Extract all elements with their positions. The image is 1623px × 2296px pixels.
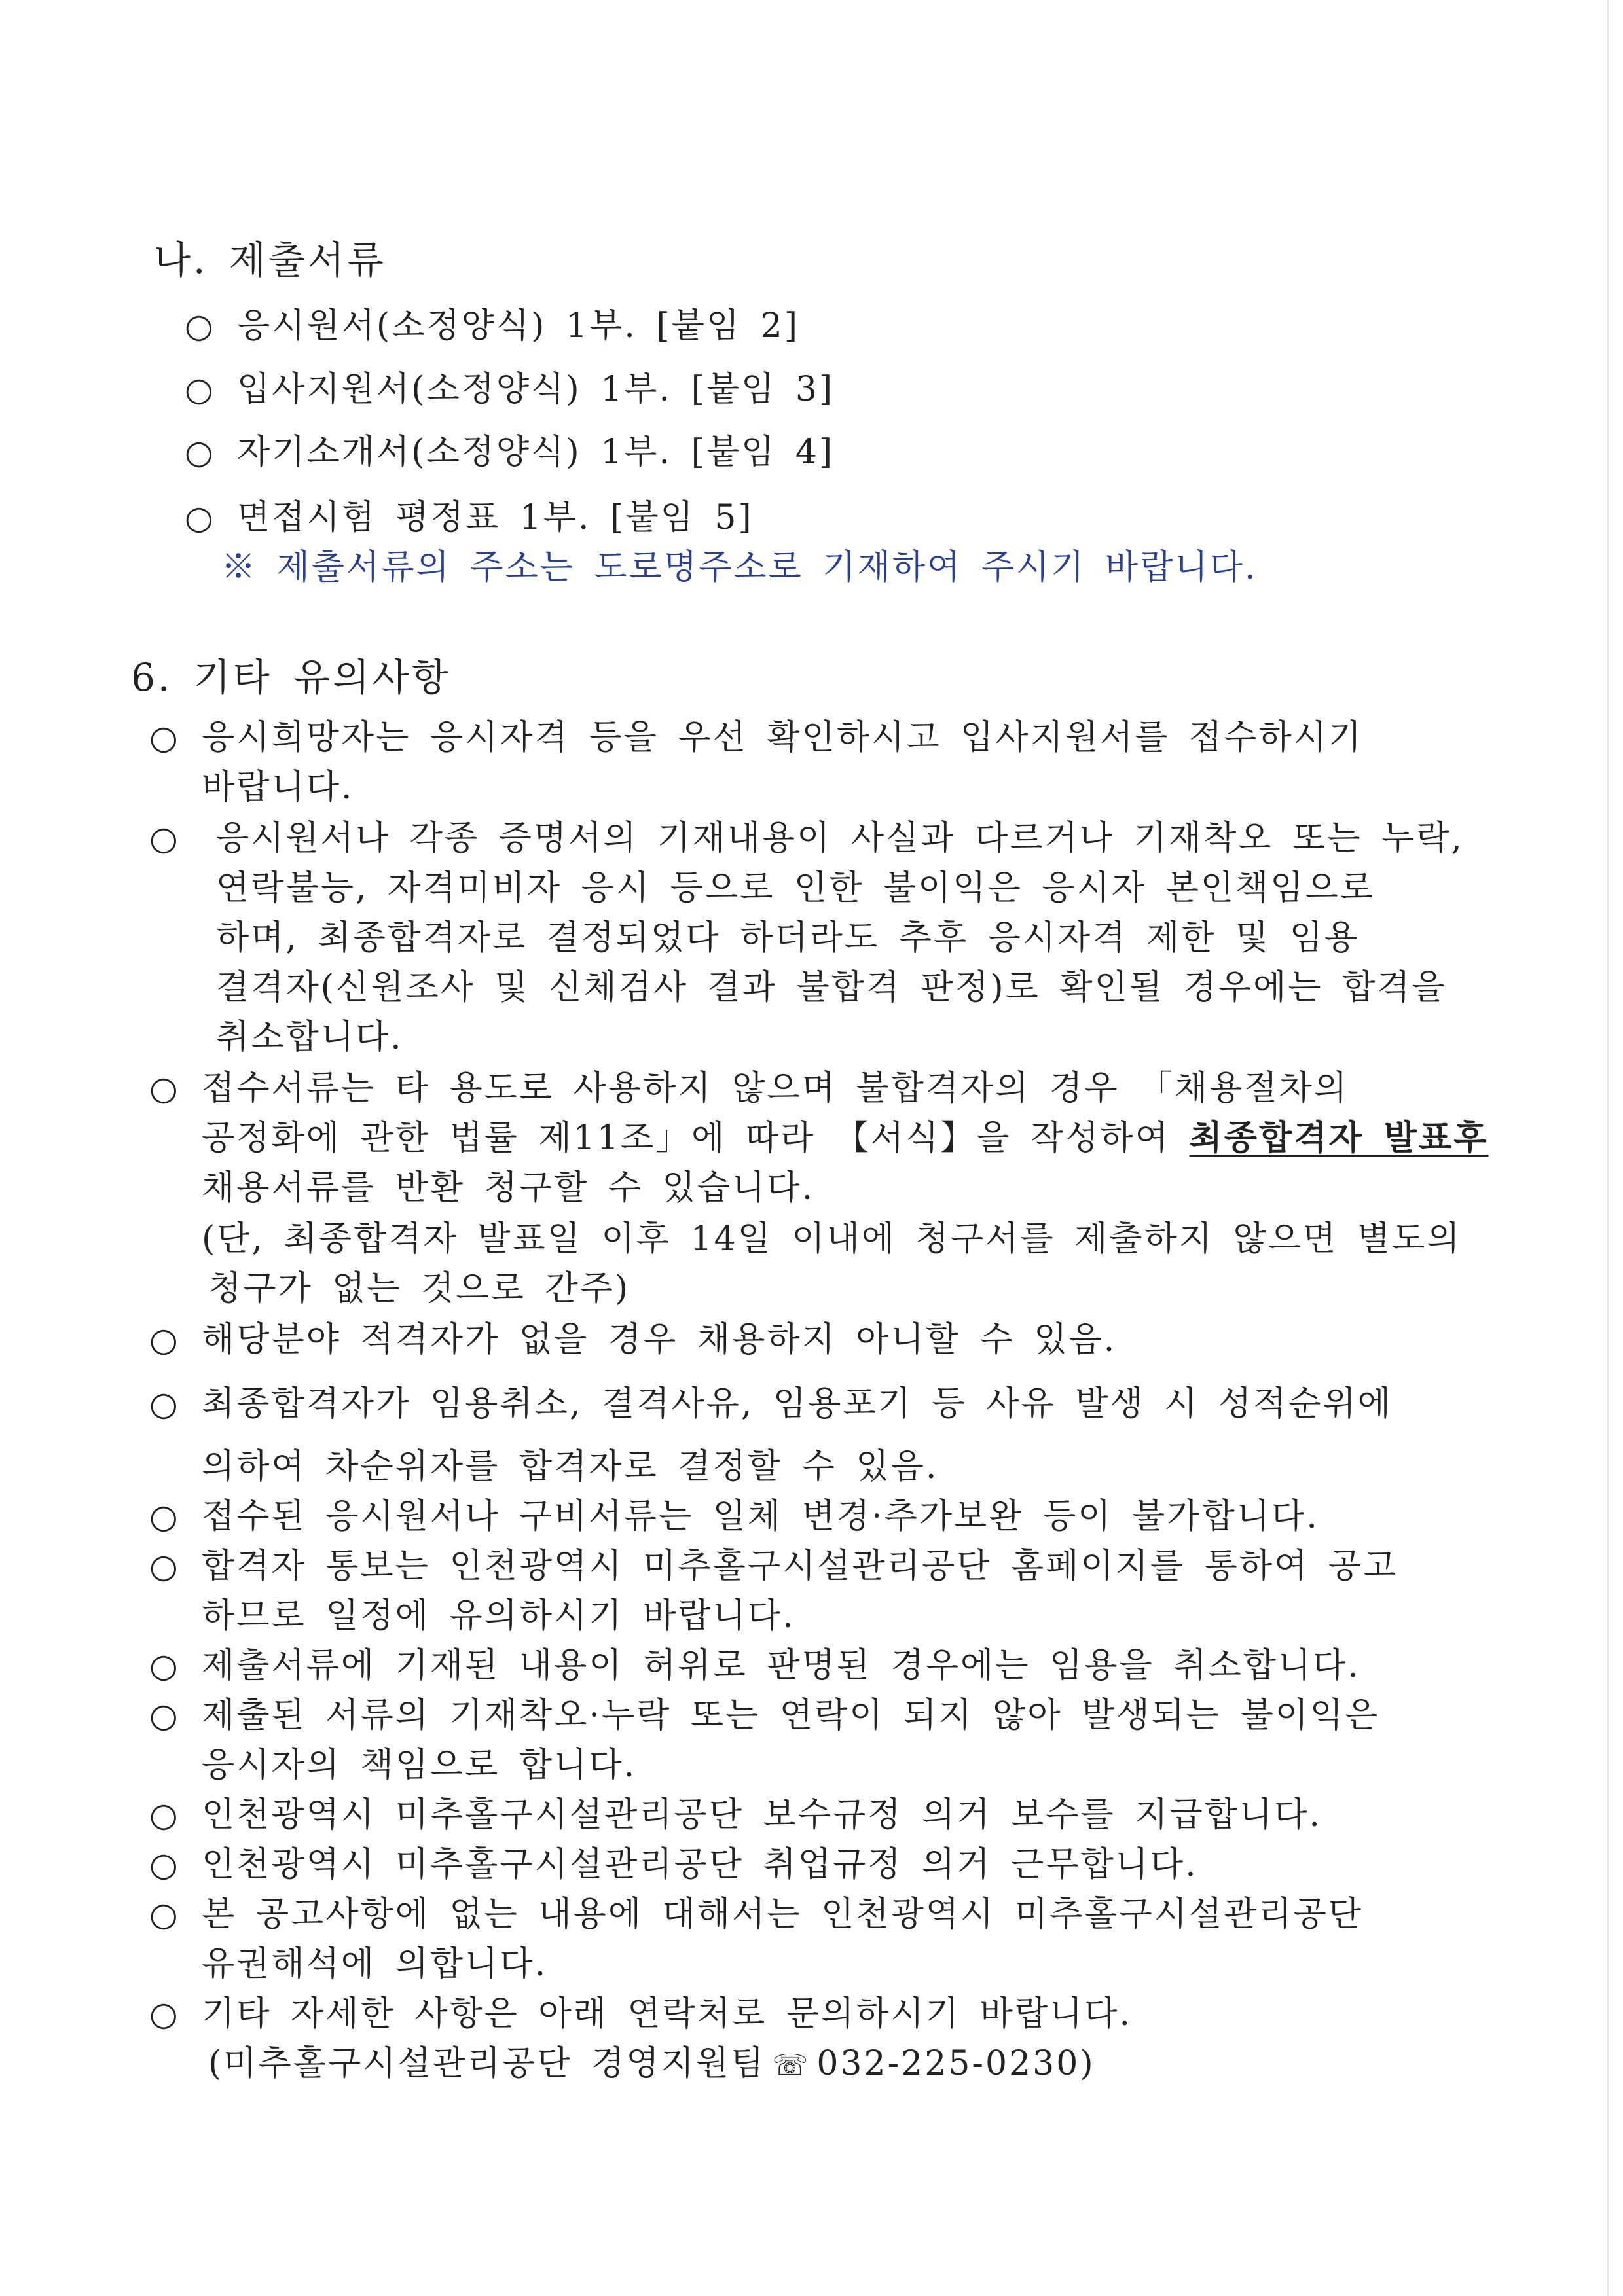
list-item-text: 해당분야 적격자가 없을 경우 채용하지 아니할 수 있음.: [202, 1320, 1117, 1359]
list-item-text: 본 공고사항에 없는 내용에 대해서는 인천광역시 미추홀구시설관리공단: [202, 1895, 1364, 1934]
list-item-continuation: 채용서류를 반환 청구할 수 있습니다.: [202, 1168, 815, 1208]
list-item-continuation: 취소합니다.: [216, 1018, 403, 1057]
list-item-continuation: 바랍니다.: [202, 768, 354, 807]
list-item: [149, 1543, 1398, 1589]
bullet-circle-icon: ○: [185, 370, 215, 408]
list-item: [149, 816, 1464, 861]
list-item-text: 접수서류는 타 용도로 사용하지 않으며 불합격자의 경우 「채용절차의: [202, 1069, 1349, 1108]
emphasized-underlined-text: 최종합격자 발표후: [1189, 1118, 1489, 1158]
section-heading-submission-documents: 나. 제출서류: [154, 238, 387, 282]
list-item: [149, 1317, 1116, 1363]
bullet-circle-icon: ○: [149, 1547, 180, 1585]
list-item-continuation: [202, 1115, 1488, 1161]
bullet-circle-icon: ○: [149, 1696, 180, 1734]
section-heading-other-notes: 6. 기타 유의사항: [131, 655, 451, 700]
list-item: [149, 1991, 1132, 2037]
bullet-circle-icon: ○: [149, 1385, 180, 1423]
list-item: [149, 1693, 1380, 1738]
list-item-continuation: 하며, 최종합격자로 결정되었다 하더라도 추후 응시자격 제한 및 임용: [216, 918, 1360, 958]
list-item-text: 합격자 통보는 인천광역시 미추홀구시설관리공단 홈페이지를 통하여 공고: [202, 1547, 1398, 1586]
bullet-circle-icon: ○: [149, 1846, 180, 1884]
bullet-circle-icon: ○: [149, 1321, 180, 1359]
list-item: [149, 1892, 1363, 1937]
list-item: [149, 1066, 1349, 1111]
list-item: [185, 495, 754, 541]
list-item-continuation: 청구가 없는 것으로 간주): [208, 1269, 630, 1308]
bullet-circle-icon: ○: [149, 1796, 180, 1834]
contact-department: (미추홀구시설관리공단 경영지원팀: [208, 2044, 766, 2083]
list-item: [185, 429, 834, 475]
bullet-circle-icon: ○: [149, 1069, 180, 1107]
list-item-text: 자기소개서(소정양식) 1부. [붙임 4]: [237, 433, 835, 472]
list-item: [149, 715, 1363, 761]
list-item-text: 응시원서나 각종 증명서의 기재내용이 사실과 다르거나 기재착오 또는 누락,: [216, 819, 1464, 858]
list-item: [149, 1643, 1360, 1689]
bullet-circle-icon: ○: [149, 1498, 180, 1535]
list-item-text: 기타 자세한 사항은 아래 연락처로 문의하시기 바랍니다.: [202, 1994, 1133, 2034]
bullet-circle-icon: ○: [149, 1647, 180, 1685]
phone-icon: ☏: [772, 2049, 811, 2082]
list-item-text: 공정화에 관한 법률 제11조」에 따라 【서식】을 작성하여: [202, 1119, 1190, 1158]
list-item-text: 응시원서(소정양식) 1부. [붙임 2]: [237, 306, 799, 346]
list-item-text: 인천광역시 미추홀구시설관리공단 보수규정 의거 보수를 지급합니다.: [202, 1795, 1322, 1835]
list-item-text: 최종합격자가 임용취소, 결격사유, 임용포기 등 사유 발생 시 성적순위에: [202, 1384, 1393, 1424]
list-item-text: 접수된 응시원서나 구비서류는 일체 변경·추가보완 등이 불가합니다.: [202, 1497, 1319, 1536]
list-item-continuation: 결격자(신원조사 및 신체검사 결과 불합격 판정)로 확인될 경우에는 합격을: [216, 968, 1447, 1007]
list-item-continuation: 하므로 일정에 유의하시기 바랍니다.: [202, 1596, 795, 1636]
list-item-text: 면접시험 평정표 1부. [붙임 5]: [237, 498, 754, 537]
list-item-text: 인천광역시 미추홀구시설관리공단 취업규정 의거 근무합니다.: [202, 1845, 1198, 1884]
list-item: [185, 303, 799, 349]
scan-edge-line: [1607, 0, 1609, 2296]
contact-info: [208, 2041, 1095, 2089]
list-item-text: 입사지원서(소정양식) 1부. [붙임 3]: [237, 370, 835, 409]
bullet-circle-icon: ○: [149, 1895, 180, 1933]
list-item-text: 제출서류에 기재된 내용이 허위로 판명된 경우에는 임용을 취소합니다.: [202, 1646, 1360, 1685]
list-item-continuation: 의하여 차순위자를 합격자로 결정할 수 있음.: [202, 1447, 939, 1486]
list-item: [149, 1842, 1198, 1888]
list-item-continuation: 연락불능, 자격미비자 응시 등으로 인한 불이익은 응시자 본인책임으로: [216, 869, 1375, 908]
list-item-continuation: 응시자의 책임으로 합니다.: [202, 1746, 637, 1785]
bullet-circle-icon: ○: [185, 433, 215, 471]
list-item-continuation: (단, 최종합격자 발표일 이후 14일 이내에 청구서를 제출하지 않으면 별도의: [202, 1219, 1462, 1259]
list-item: [149, 1792, 1322, 1838]
contact-phone-number: 032-225-0230): [816, 2044, 1095, 2083]
bullet-circle-icon: ○: [185, 307, 215, 345]
bullet-circle-icon: ○: [149, 819, 180, 857]
list-item-continuation: 유권해석에 의합니다.: [202, 1945, 548, 1984]
list-item: [149, 1494, 1319, 1539]
bullet-circle-icon: ○: [149, 719, 180, 757]
address-note: ※ 제출서류의 주소는 도로명주소로 기재하여 주시기 바랍니다.: [221, 548, 1258, 587]
list-item: [185, 367, 834, 412]
bullet-circle-icon: ○: [149, 1995, 180, 2033]
list-item-text: 응시희망자는 응시자격 등을 우선 확인하시고 입사지원서를 접수하시기: [202, 718, 1364, 757]
bullet-circle-icon: ○: [185, 499, 215, 537]
list-item: [149, 1381, 1393, 1427]
list-item-text: 제출된 서류의 기재착오·누락 또는 연락이 되지 않아 발생되는 불이익은: [202, 1696, 1380, 1735]
